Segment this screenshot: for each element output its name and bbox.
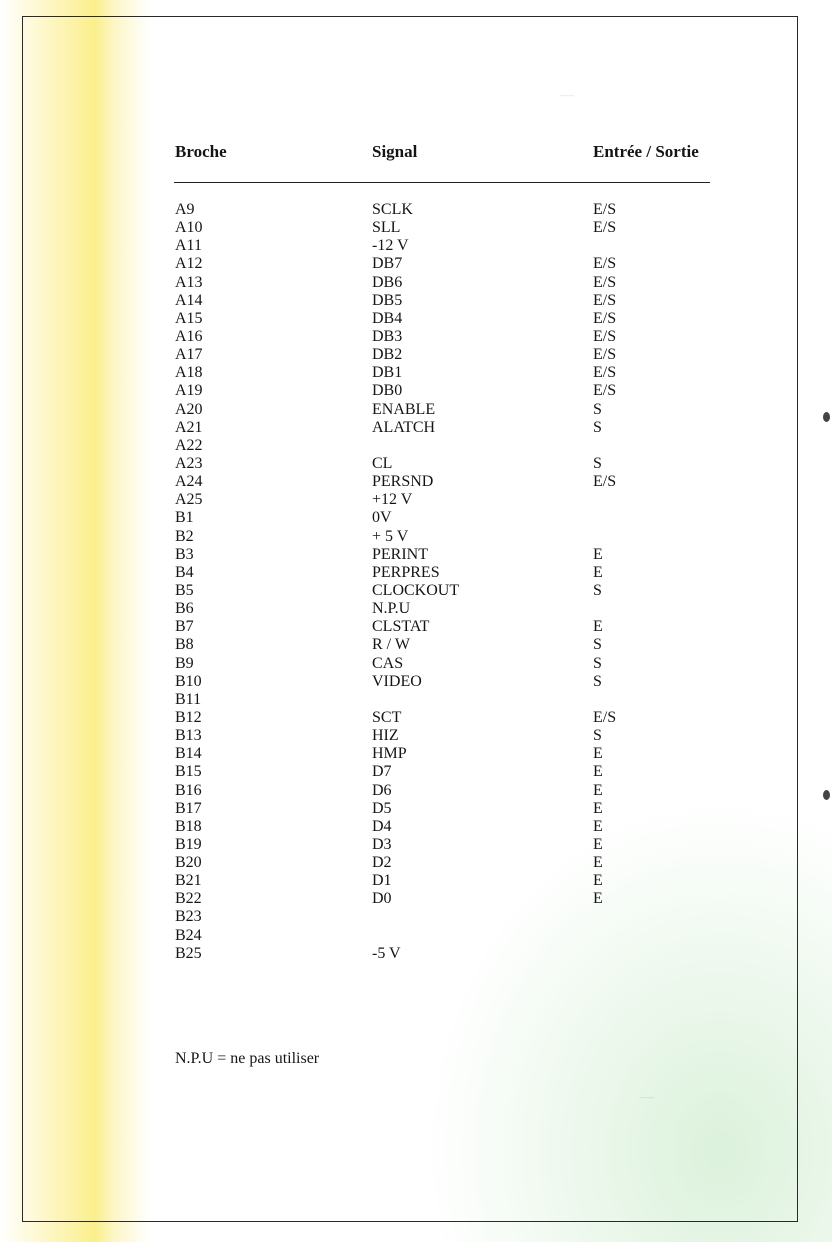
cell-entree-sortie: E: [593, 854, 603, 872]
table-row: [0, 890, 832, 908]
cell-entree-sortie: E: [593, 890, 603, 908]
cell-broche: B22: [175, 890, 202, 908]
cell-broche: A24: [175, 473, 203, 491]
cell-signal: CLOCKOUT: [372, 581, 460, 599]
cell-signal: D6: [372, 781, 392, 799]
table-row: [0, 237, 832, 255]
table-row: [0, 255, 832, 273]
cell-signal: DB7: [372, 255, 403, 273]
table-row: [0, 763, 832, 781]
cell-signal: DB2: [372, 346, 403, 364]
cell-entree-sortie: E/S: [593, 473, 617, 491]
table-row: [0, 800, 832, 818]
cell-entree-sortie: E/S: [593, 255, 617, 273]
cell-broche: A25: [175, 491, 203, 509]
cell-entree-sortie: S: [593, 400, 602, 418]
cell-entree-sortie: E: [593, 781, 603, 799]
cell-signal: DB5: [372, 291, 403, 309]
table-row: [0, 945, 832, 963]
cell-entree-sortie: E: [593, 835, 603, 853]
cell-signal: D3: [372, 835, 392, 853]
cell-broche: B11: [175, 690, 202, 708]
cell-broche: B17: [175, 799, 202, 817]
cell-entree-sortie: E/S: [593, 291, 617, 309]
table-row: [0, 328, 832, 346]
cell-entree-sortie: S: [593, 654, 602, 672]
cell-signal: HMP: [372, 745, 407, 763]
table-row: [0, 528, 832, 546]
cell-broche: B14: [175, 745, 202, 763]
cell-broche: A13: [175, 273, 203, 291]
cell-broche: A22: [175, 436, 203, 454]
table-row: [0, 346, 832, 364]
cell-entree-sortie: S: [593, 636, 602, 654]
cell-signal: DB1: [372, 364, 403, 382]
cell-signal: D1: [372, 872, 392, 890]
cell-broche: A21: [175, 418, 203, 436]
cell-entree-sortie: E/S: [593, 273, 617, 291]
cell-broche: A19: [175, 382, 203, 400]
cell-broche: A16: [175, 327, 203, 345]
cell-signal: +12 V: [372, 491, 413, 509]
cell-broche: B1: [175, 509, 194, 527]
table-row: [0, 691, 832, 709]
cell-entree-sortie: E: [593, 618, 603, 636]
table-row: [0, 782, 832, 800]
cell-broche: B13: [175, 727, 202, 745]
cell-broche: A20: [175, 400, 203, 418]
pinout-table-body: [0, 201, 832, 963]
cell-signal: DB4: [372, 309, 403, 327]
table-row: [0, 473, 832, 491]
table-row: [0, 274, 832, 292]
table-row: [0, 455, 832, 473]
cell-broche: B10: [175, 672, 202, 690]
cell-signal: D0: [372, 890, 392, 908]
cell-signal: CLSTAT: [372, 618, 430, 636]
table-row: [0, 673, 832, 691]
table-row: [0, 582, 832, 600]
cell-signal: R / W: [372, 636, 410, 654]
cell-entree-sortie: S: [593, 727, 602, 745]
cell-broche: B25: [175, 944, 202, 962]
cell-entree-sortie: E/S: [593, 708, 617, 726]
footnote: N.P.U = ne pas utiliser: [175, 1050, 320, 1067]
cell-broche: B15: [175, 763, 202, 781]
cell-broche: B18: [175, 817, 202, 835]
table-row: [0, 655, 832, 673]
cell-signal: -12 V: [372, 237, 409, 255]
table-row: [0, 491, 832, 509]
cell-entree-sortie: E/S: [593, 364, 617, 382]
cell-broche: A12: [175, 255, 203, 273]
cell-broche: A14: [175, 291, 203, 309]
table-row: [0, 509, 832, 527]
cell-broche: B19: [175, 835, 202, 853]
cell-signal: DB0: [372, 382, 403, 400]
cell-signal: SCLK: [372, 201, 413, 218]
header-entree-sortie: Entrée / Sortie: [593, 142, 699, 161]
table-row: [0, 600, 832, 618]
cell-signal: DB3: [372, 327, 403, 345]
table-row: [0, 292, 832, 310]
cell-signal: D7: [372, 763, 392, 781]
cell-signal: PERINT: [372, 545, 428, 563]
cell-entree-sortie: E/S: [593, 219, 617, 237]
cell-signal: PERPRES: [372, 563, 440, 581]
cell-entree-sortie: E/S: [593, 309, 617, 327]
cell-signal: -5 V: [372, 944, 401, 962]
table-row: [0, 310, 832, 328]
cell-signal: 0V: [372, 509, 392, 527]
table-row: [0, 745, 832, 763]
cell-entree-sortie: E: [593, 817, 603, 835]
cell-signal: SCT: [372, 708, 402, 726]
table-row: [0, 927, 832, 945]
table-row: [0, 727, 832, 745]
table-row: [0, 618, 832, 636]
cell-broche: B21: [175, 872, 202, 890]
cell-broche: B7: [175, 618, 194, 636]
cell-signal: D5: [372, 799, 392, 817]
cell-entree-sortie: E/S: [593, 382, 617, 400]
table-row: [0, 872, 832, 890]
header-rule: [174, 182, 710, 183]
table-row: [0, 908, 832, 926]
cell-broche: B9: [175, 654, 194, 672]
cell-entree-sortie: E: [593, 745, 603, 763]
cell-broche: B12: [175, 708, 202, 726]
cell-broche: B16: [175, 781, 202, 799]
cell-entree-sortie: E: [593, 872, 603, 890]
cell-signal: D2: [372, 854, 392, 872]
cell-broche: A15: [175, 309, 203, 327]
cell-entree-sortie: S: [593, 672, 602, 690]
table-row: [0, 382, 832, 400]
cell-entree-sortie: E/S: [593, 327, 617, 345]
show-through-text: —: [560, 88, 574, 103]
cell-signal: CAS: [372, 654, 404, 672]
cell-signal: HIZ: [372, 727, 399, 745]
cell-entree-sortie: E: [593, 545, 603, 563]
table-row: [0, 401, 832, 419]
cell-signal: ENABLE: [372, 400, 436, 418]
header-signal: Signal: [372, 142, 418, 161]
cell-broche: B20: [175, 854, 202, 872]
cell-broche: B2: [175, 527, 194, 545]
cell-entree-sortie: S: [593, 454, 602, 472]
cell-signal: SLL: [372, 219, 401, 237]
table-row: [0, 546, 832, 564]
table-row: [0, 201, 832, 219]
cell-signal: PERSND: [372, 473, 434, 491]
cell-broche: A17: [175, 346, 203, 364]
table-row: [0, 836, 832, 854]
show-through-text: —: [640, 1090, 654, 1105]
cell-broche: B23: [175, 908, 202, 926]
table-row: [0, 219, 832, 237]
cell-entree-sortie: E/S: [593, 346, 617, 364]
cell-broche: A11: [175, 237, 202, 255]
cell-signal: VIDEO: [372, 672, 422, 690]
table-row: [0, 364, 832, 382]
cell-broche: B4: [175, 563, 194, 581]
cell-entree-sortie: E: [593, 563, 603, 581]
table-row: [0, 636, 832, 654]
table-row: [0, 419, 832, 437]
cell-broche: A23: [175, 454, 203, 472]
cell-entree-sortie: E: [593, 763, 603, 781]
cell-entree-sortie: E/S: [593, 201, 617, 218]
cell-entree-sortie: S: [593, 418, 602, 436]
cell-signal: + 5 V: [372, 527, 409, 545]
table-header: [0, 142, 832, 168]
cell-signal: DB6: [372, 273, 403, 291]
cell-broche: B3: [175, 545, 194, 563]
cell-signal: CL: [372, 454, 393, 472]
cell-broche: A10: [175, 219, 203, 237]
cell-broche: B8: [175, 636, 194, 654]
table-row: [0, 437, 832, 455]
cell-signal: ALATCH: [372, 418, 436, 436]
cell-broche: B5: [175, 581, 194, 599]
cell-broche: A9: [175, 201, 195, 218]
table-row: [0, 709, 832, 727]
cell-broche: A18: [175, 364, 203, 382]
table-row: [0, 818, 832, 836]
table-row: [0, 854, 832, 872]
cell-signal: N.P.U: [372, 600, 411, 618]
cell-broche: B24: [175, 926, 202, 944]
table-row: [0, 564, 832, 582]
cell-broche: B6: [175, 600, 194, 618]
cell-entree-sortie: S: [593, 581, 602, 599]
header-broche: Broche: [175, 142, 227, 161]
cell-entree-sortie: E: [593, 799, 603, 817]
cell-signal: D4: [372, 817, 392, 835]
